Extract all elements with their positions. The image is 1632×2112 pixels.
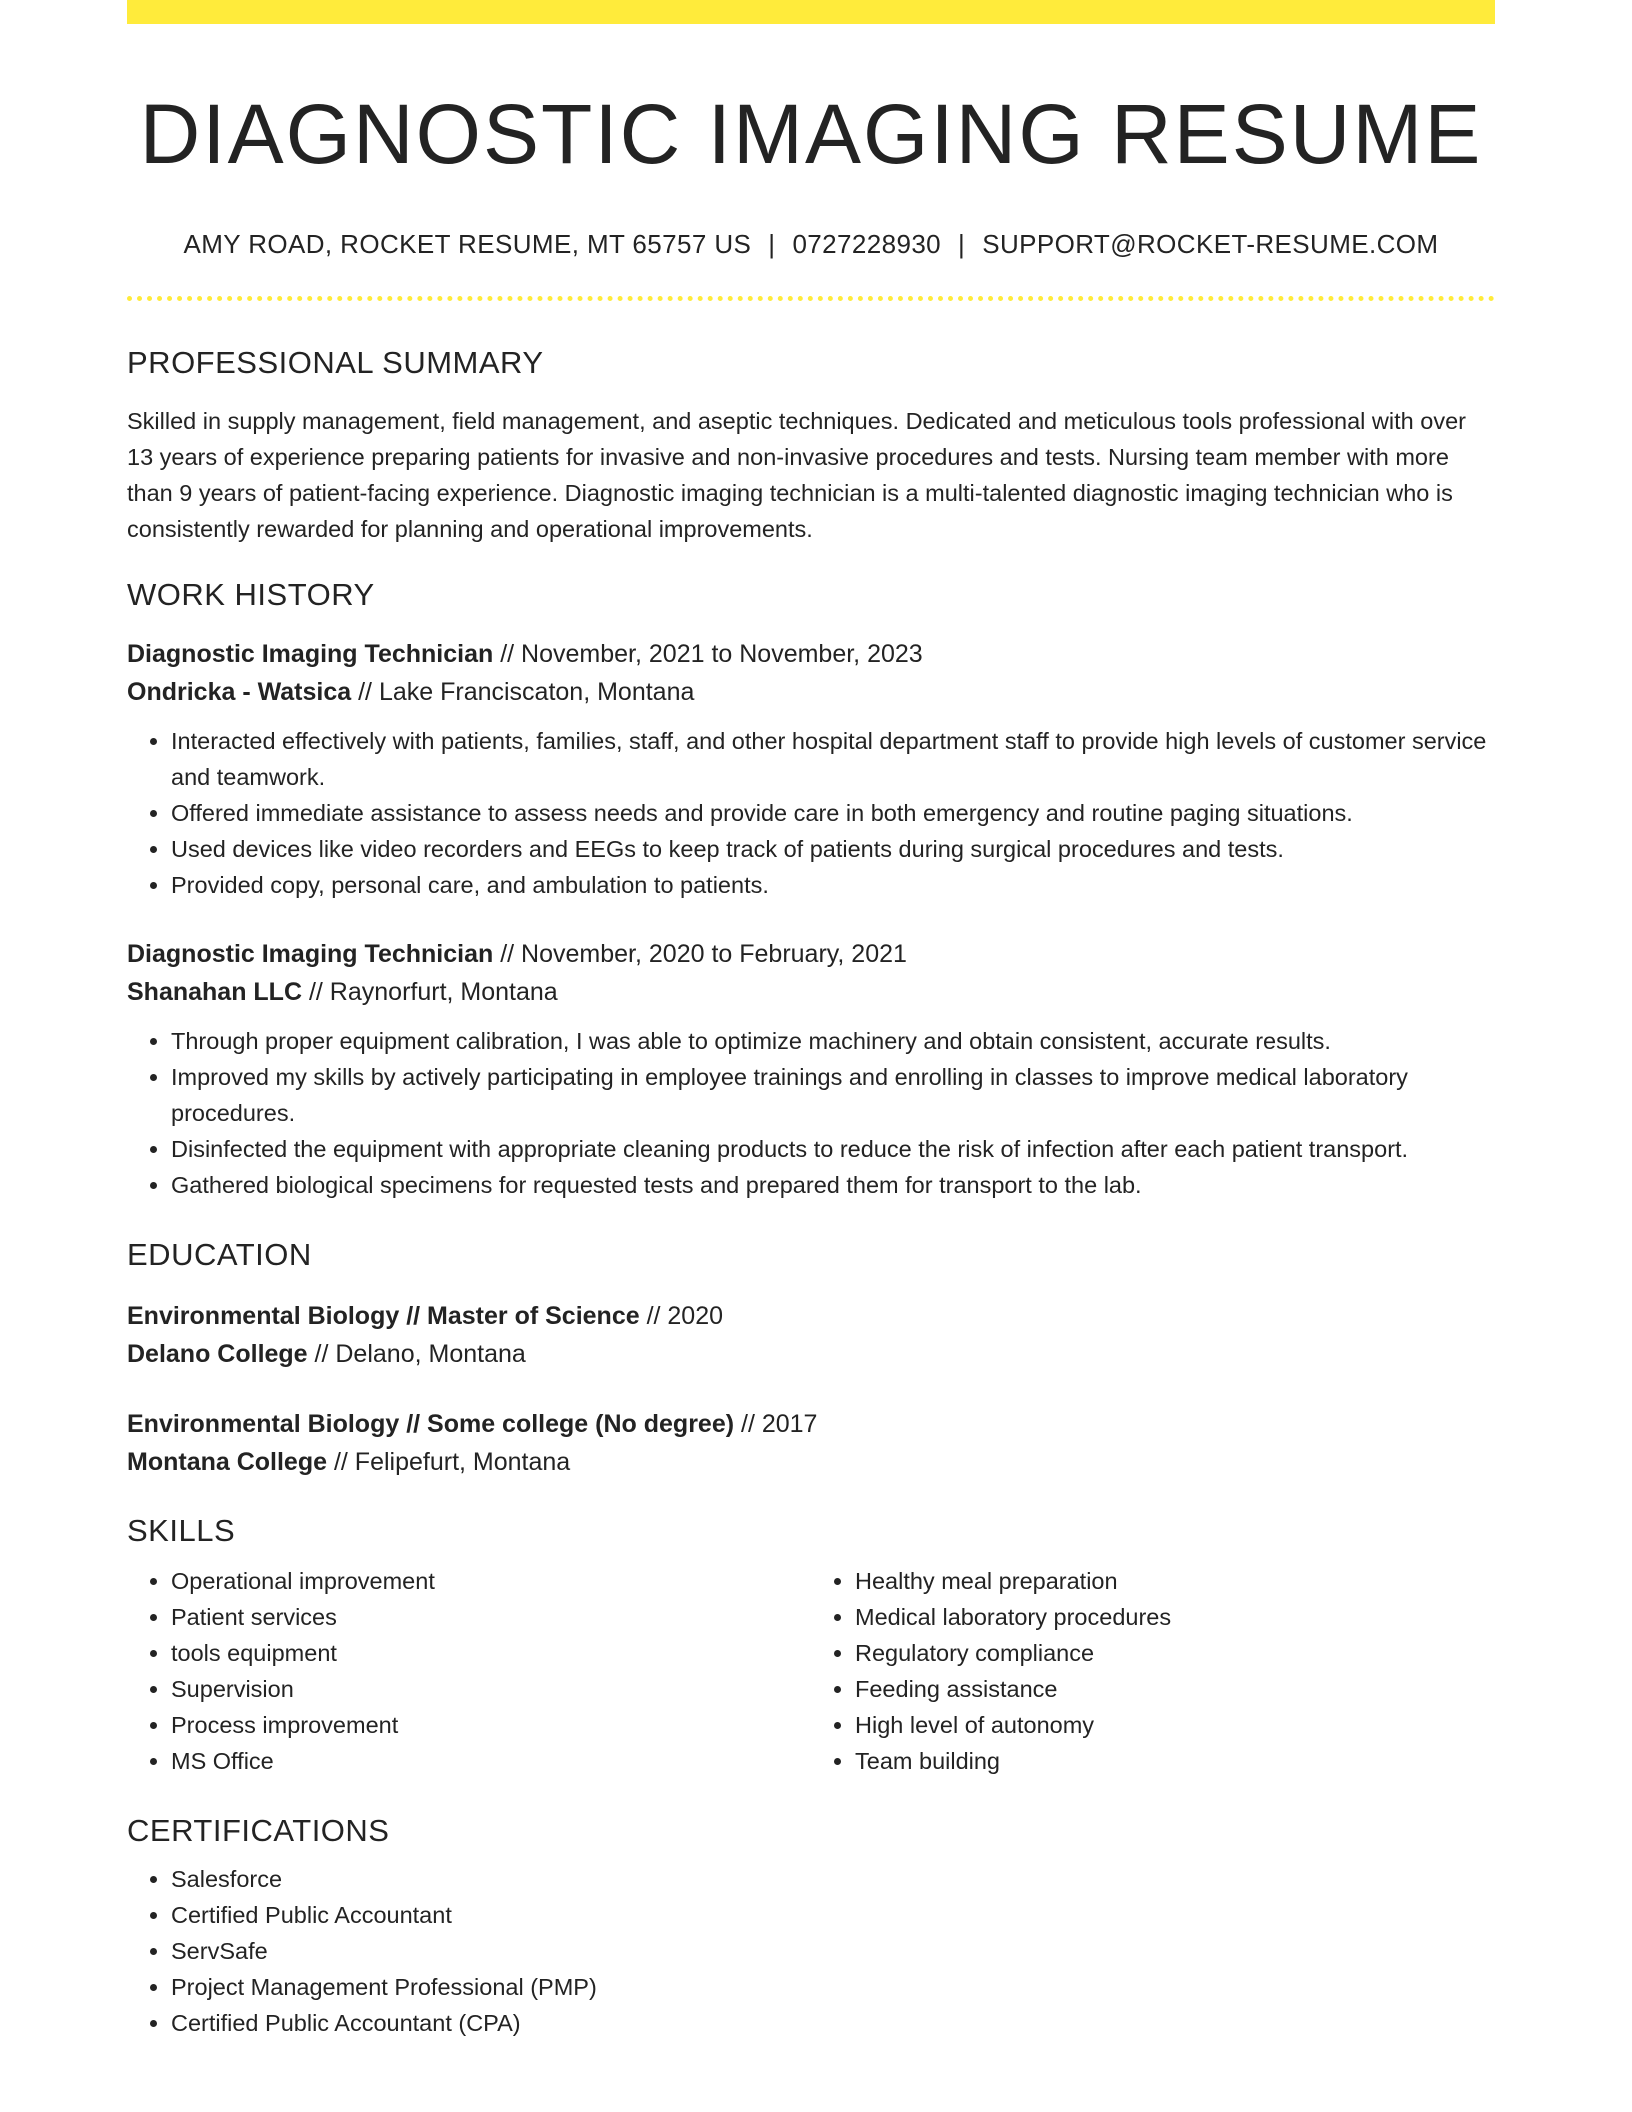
job-bullet-list bbox=[127, 723, 1495, 903]
contact-line bbox=[127, 229, 1495, 260]
skills-list-left bbox=[127, 1563, 811, 1779]
job-entry bbox=[127, 935, 1495, 1203]
job-bullet: • Used devices like video recorders and EEGs to keep track of patients during surgical procedures and tests. bbox=[171, 831, 1495, 867]
job-title: Diagnostic Imaging Technician bbox=[127, 639, 494, 668]
job-company-line bbox=[127, 673, 1495, 711]
skill-item: • tools equipment bbox=[171, 1635, 811, 1671]
skill-item: • Feeding assistance bbox=[855, 1671, 1495, 1707]
certification-item: • Certified Public Accountant (CPA) bbox=[171, 2005, 1495, 2041]
certification-item: • Project Management Professional (PMP) bbox=[171, 1969, 1495, 2005]
education-degree: Environmental Biology // Master of Science bbox=[127, 1301, 640, 1330]
job-dates: // November, 2020 to February, 2021 bbox=[493, 939, 907, 968]
summary-paragraph: Skilled in supply management, field management, and aseptic techniques. Dedicated and meticulous tools professional with over 13 years of experience preparing patients for invasive and non-invasive procedures and tests. Nursing team member with more than 9 years of patient-facing experience. Diagnostic imaging technician is a multi-talented diagnostic imaging technician who is consistently rewarded for planning and operational improvements. bbox=[127, 407, 1466, 542]
contact-address: AMY ROAD, ROCKET RESUME, MT 65757 US bbox=[183, 228, 752, 259]
education-entry bbox=[127, 1405, 1495, 1481]
education-school: Montana College bbox=[127, 1447, 328, 1476]
education-location: // Felipefurt, Montana bbox=[327, 1447, 571, 1476]
job-bullet: • Offered immediate assistance to assess needs and provide care in both emergency and routine paging situations. bbox=[171, 795, 1495, 831]
job-company-line bbox=[127, 973, 1495, 1011]
section-heading-summary: PROFESSIONAL SUMMARY bbox=[127, 344, 544, 380]
education-school-line bbox=[127, 1335, 1495, 1373]
section-heading-skills: SKILLS bbox=[127, 1512, 236, 1548]
section-heading-certifications: CERTIFICATIONS bbox=[127, 1812, 390, 1848]
skill-item: • Patient services bbox=[171, 1599, 811, 1635]
header-divider bbox=[127, 296, 1495, 301]
education-degree-line bbox=[127, 1297, 1495, 1335]
education-year: // 2020 bbox=[639, 1301, 724, 1330]
job-title: Diagnostic Imaging Technician bbox=[127, 939, 494, 968]
job-location: // Raynorfurt, Montana bbox=[302, 977, 558, 1006]
education-location: // Delano, Montana bbox=[307, 1339, 526, 1368]
resume-title: DIAGNOSTIC IMAGING RESUME bbox=[139, 87, 1483, 181]
education-school: Delano College bbox=[127, 1339, 308, 1368]
job-title-line bbox=[127, 635, 1495, 673]
job-entry bbox=[127, 635, 1495, 903]
skill-item: • Team building bbox=[855, 1743, 1495, 1779]
contact-email: SUPPORT@ROCKET-RESUME.COM bbox=[982, 228, 1439, 259]
skills-grid bbox=[127, 1563, 1495, 1779]
certification-item: • Salesforce bbox=[171, 1861, 1495, 1897]
job-company: Ondricka - Watsica bbox=[127, 677, 352, 706]
contact-separator: | bbox=[768, 228, 776, 259]
skill-item: • Supervision bbox=[171, 1671, 811, 1707]
job-bullet: • Provided copy, personal care, and ambulation to patients. bbox=[171, 867, 1495, 903]
skill-item: • High level of autonomy bbox=[855, 1707, 1495, 1743]
certifications-list bbox=[127, 1861, 1495, 2041]
job-title-line bbox=[127, 935, 1495, 973]
education-year: // 2017 bbox=[734, 1409, 818, 1438]
skill-item: • Healthy meal preparation bbox=[855, 1563, 1495, 1599]
job-location: // Lake Franciscaton, Montana bbox=[351, 677, 695, 706]
skill-item: • MS Office bbox=[171, 1743, 811, 1779]
job-bullet: • Gathered biological specimens for requested tests and prepared them for transport to the lab. bbox=[171, 1167, 1495, 1203]
section-heading-work-history: WORK HISTORY bbox=[127, 576, 375, 612]
skill-item: • Process improvement bbox=[171, 1707, 811, 1743]
education-entry bbox=[127, 1297, 1495, 1373]
job-bullet: • Interacted effectively with patients, families, staff, and other hospital department staff to provide high levels of customer service and teamwork. bbox=[171, 723, 1495, 795]
education-degree-line bbox=[127, 1405, 1495, 1443]
education-degree: Environmental Biology // Some college (No degree) bbox=[127, 1409, 735, 1438]
skill-item: • Regulatory compliance bbox=[855, 1635, 1495, 1671]
skill-item: • Medical laboratory procedures bbox=[855, 1599, 1495, 1635]
job-bullet-list bbox=[127, 1023, 1495, 1203]
top-accent-bar bbox=[127, 0, 1495, 24]
skills-list-right bbox=[811, 1563, 1495, 1779]
job-bullet: • Improved my skills by actively participating in employee trainings and enrolling in classes to improve medical laboratory procedures. bbox=[171, 1059, 1495, 1131]
job-bullet: • Disinfected the equipment with appropriate cleaning products to reduce the risk of infection after each patient transport. bbox=[171, 1131, 1495, 1167]
job-dates: // November, 2021 to November, 2023 bbox=[493, 639, 923, 668]
contact-separator: | bbox=[958, 228, 966, 259]
resume-page bbox=[127, 0, 1495, 2041]
certification-item: • Certified Public Accountant bbox=[171, 1897, 1495, 1933]
section-heading-education: EDUCATION bbox=[127, 1236, 312, 1272]
skill-item: • Operational improvement bbox=[171, 1563, 811, 1599]
education-school-line bbox=[127, 1443, 1495, 1481]
job-company: Shanahan LLC bbox=[127, 977, 303, 1006]
job-bullet: • Through proper equipment calibration, I was able to optimize machinery and obtain consistent, accurate results. bbox=[171, 1023, 1495, 1059]
contact-phone: 0727228930 bbox=[792, 228, 942, 259]
certification-item: • ServSafe bbox=[171, 1933, 1495, 1969]
